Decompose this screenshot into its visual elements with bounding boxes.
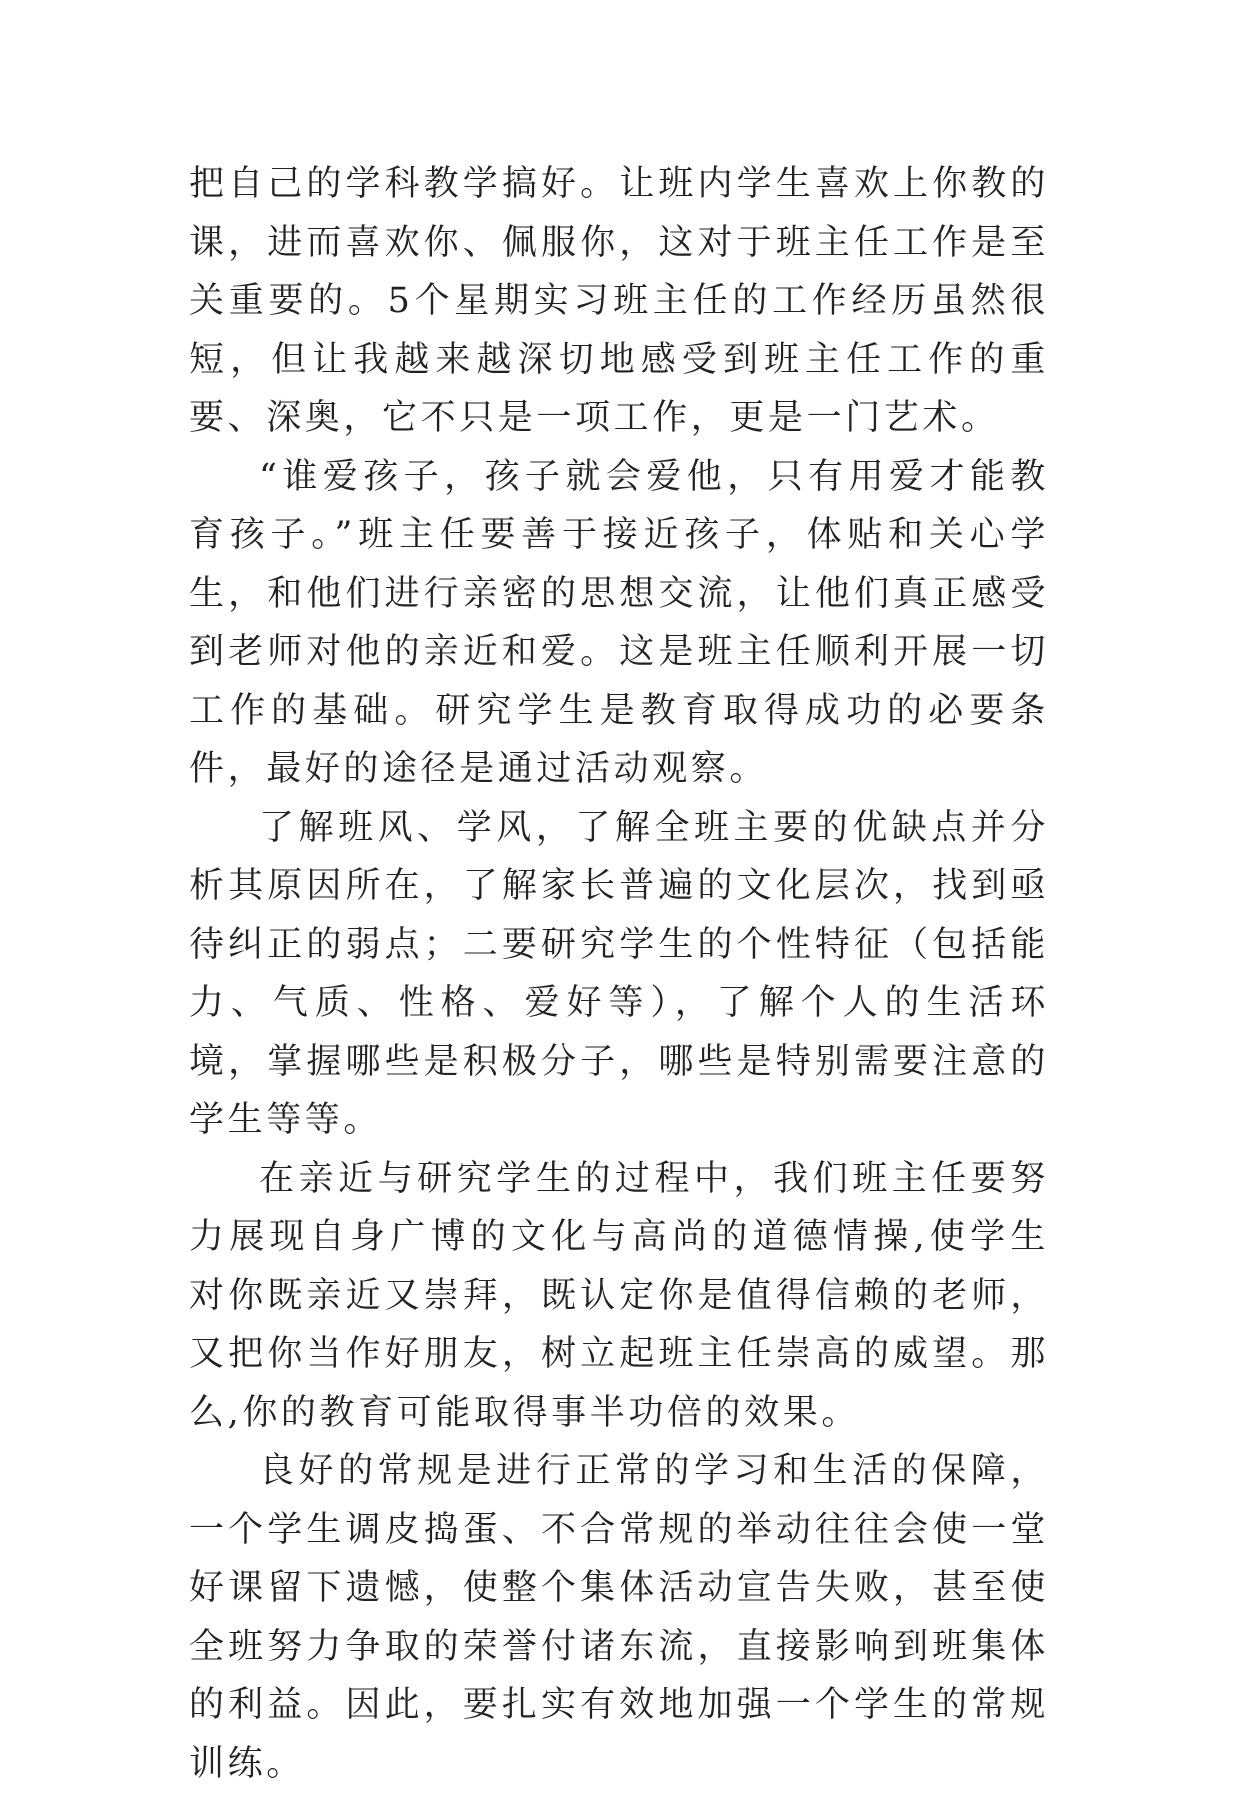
paragraph-2: “谁爱孩子，孩子就会爱他，只有用爱才能教育孩子。”班主任要善于接近孩子，体贴和关心学生，和他们进行亲密的思想交流，让他们真正感受到老师对他的亲近和爱。这是班主任顺利开展一切工作的基础。研究学生是教育取得成功的必要条件，最好的途径是通过活动观察。: [189, 456, 1049, 789]
paragraph-5: 良好的常规是进行正常的学习和生活的保障，一个学生调皮捣蛋、不合常规的举动往往会使一堂好课留下遗憾，使整个集体活动宣告失败，甚至使全班努力争取的荣誉付诸东流，直接影响到班集体的利益。因此，要扎实有效地加强一个学生的常规训练。: [189, 1451, 1049, 1784]
paragraph-4: 在亲近与研究学生的过程中，我们班主任要努力展现自身广博的文化与高尚的道德情操,使学生对你既亲近又崇拜，既认定你是值得信赖的老师，又把你当作好朋友，树立起班主任崇高的威望。那么,你的教育可能取得事半功倍的效果。: [189, 1158, 1049, 1433]
paragraph-1: 把自己的学科教学搞好。让班内学生喜欢上你教的课，进而喜欢你、佩服你，这对于班主任工作是至关重要的。5个星期实习班主任的工作经历虽然很短，但让我越来越深切地感受到班主任工作的重要、深奥，它不只是一项工作，更是一门艺术。: [189, 164, 1049, 438]
paragraph-3: 了解班风、学风，了解全班主要的优缺点并分析其原因所在，了解家长普遍的文化层次，找到亟待纠正的弱点；二要研究学生的个性特征（包括能力、气质、性格、爱好等），了解个人的生活环境，掌握哪些是积极分子，哪些是特别需要注意的学生等等。: [189, 807, 1049, 1140]
body-text: [189, 155, 1049, 1793]
